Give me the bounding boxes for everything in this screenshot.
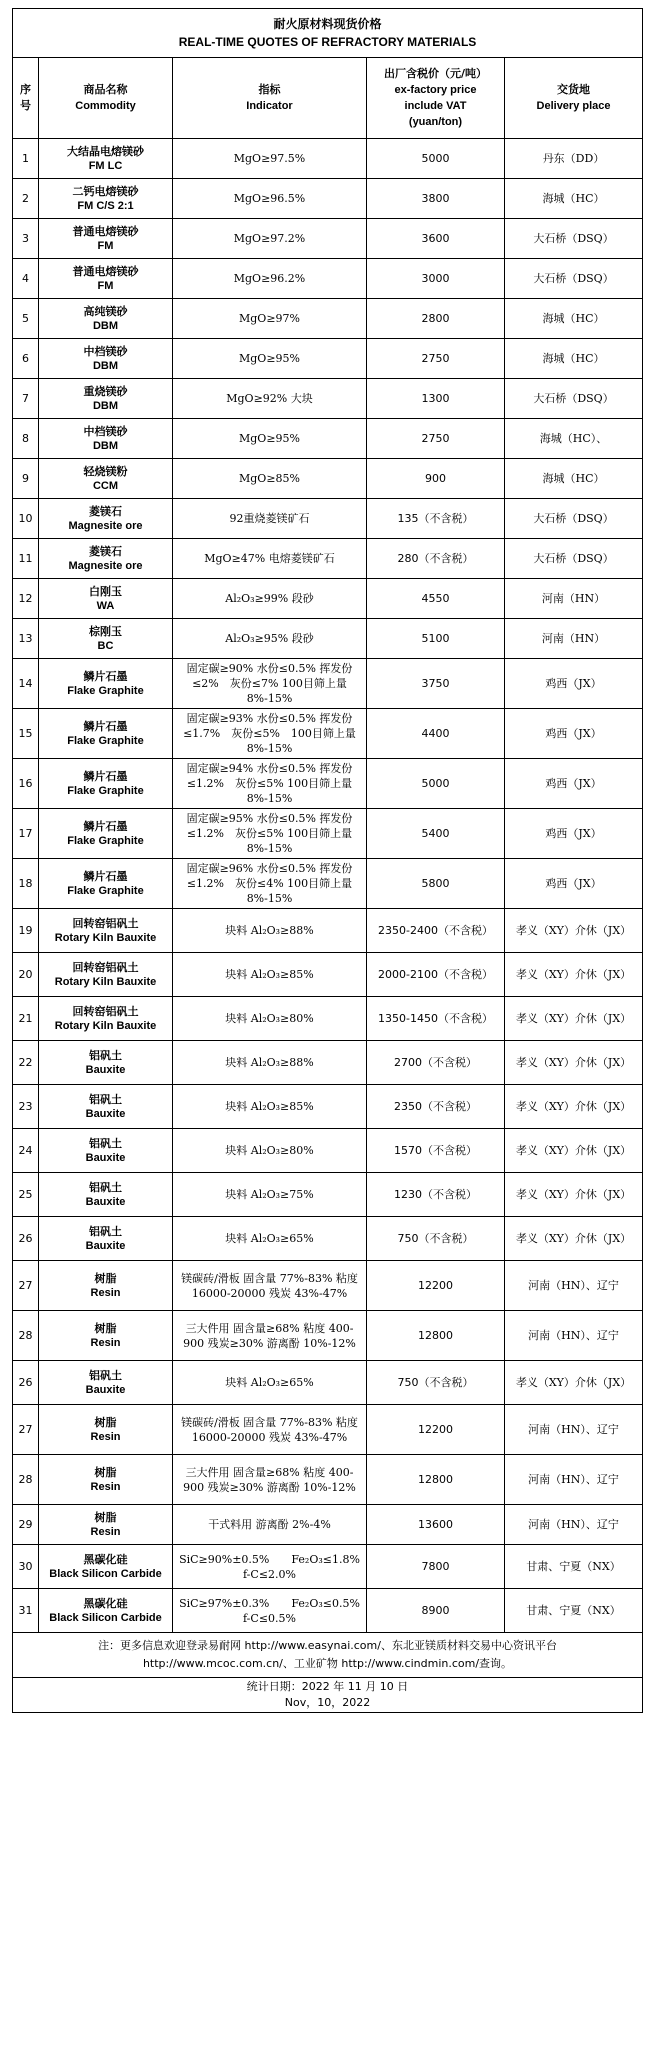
header-indicator: 指标 Indicator (173, 58, 367, 139)
commodity-en: Flake Graphite (67, 884, 144, 897)
commodity-cell (39, 219, 173, 259)
price-cell: 12800 (367, 1311, 505, 1361)
commodity-cn: 铝矾土 (89, 1048, 122, 1062)
table-row (13, 1129, 643, 1173)
commodity-cn: 轻烧镁粉 (83, 464, 128, 478)
commodity-cn: 铝矾土 (89, 1368, 122, 1382)
delivery-place-cell: 河南（HN）、辽宁 (505, 1455, 643, 1505)
delivery-place-cell: 孝义（XY）介休（JX） (505, 1085, 643, 1129)
indicator-cell: 块料 Al₂O₃≥65% (173, 1361, 367, 1405)
table-row (13, 953, 643, 997)
price-cell: 1230（不含税） (367, 1173, 505, 1217)
price-cell: 750（不含税） (367, 1217, 505, 1261)
commodity-en: Bauxite (85, 1151, 126, 1164)
indicator-cell: Al₂O₃≥99% 段砂 (173, 579, 367, 619)
commodity-cn: 普通电熔镁砂 (72, 264, 139, 278)
table-row (13, 1405, 643, 1455)
row-number: 22 (13, 1041, 39, 1085)
indicator-cell: Al₂O₃≥95% 段砂 (173, 619, 367, 659)
commodity-cell (39, 1041, 173, 1085)
title-row (13, 9, 643, 58)
price-cell: 2700（不含税） (367, 1041, 505, 1085)
commodity-cn: 棕刚玉 (89, 624, 122, 638)
price-cell: 12800 (367, 1455, 505, 1505)
row-number: 27 (13, 1261, 39, 1311)
price-cell: 13600 (367, 1505, 505, 1545)
price-cell: 4550 (367, 579, 505, 619)
commodity-cell (39, 909, 173, 953)
indicator-cell: MgO≥85% (173, 459, 367, 499)
price-cell: 5800 (367, 859, 505, 909)
price-cell: 1300 (367, 379, 505, 419)
row-number: 21 (13, 997, 39, 1041)
table-row (13, 1455, 643, 1505)
row-number: 4 (13, 259, 39, 299)
table-row (13, 1217, 643, 1261)
row-number: 29 (13, 1505, 39, 1545)
commodity-cell (39, 759, 173, 809)
table-row (13, 219, 643, 259)
indicator-cell: 块料 Al₂O₃≥75% (173, 1173, 367, 1217)
indicator-cell: 块料 Al₂O₃≥88% (173, 1041, 367, 1085)
table-row (13, 1085, 643, 1129)
delivery-place-cell: 孝义（XY）介休（JX） (505, 953, 643, 997)
price-cell: 4400 (367, 709, 505, 759)
commodity-cn: 鳞片石墨 (83, 769, 128, 783)
commodity-cn: 回转窑铝矾土 (72, 916, 139, 930)
commodity-en: WA (96, 599, 115, 612)
row-number: 26 (13, 1217, 39, 1261)
row-number: 27 (13, 1405, 39, 1455)
commodity-cn: 树脂 (94, 1271, 117, 1285)
price-cell: 2000-2100（不含税） (367, 953, 505, 997)
row-number: 20 (13, 953, 39, 997)
table-row (13, 859, 643, 909)
footer-note: 注：更多信息欢迎登录易耐网 http://www.easynai.com/、东北亚镁质材料交易中心资讯平台 http://www.mcoc.com.cn/、工业矿物 http://www.cindmin.com/查询。 (13, 1633, 643, 1678)
commodity-cn: 回转窑铝矾土 (72, 1004, 139, 1018)
delivery-place-cell: 鸡西（JX） (505, 709, 643, 759)
commodity-cell (39, 1455, 173, 1505)
commodity-cn: 树脂 (94, 1321, 117, 1335)
commodity-cell (39, 619, 173, 659)
indicator-cell: 固定碳≥93% 水份≤0.5% 挥发份≤1.7% 灰份≤5% 100目筛上量 8%-15% (173, 709, 367, 759)
table-row (13, 459, 643, 499)
commodity-cell (39, 499, 173, 539)
indicator-cell: 块料 Al₂O₃≥85% (173, 953, 367, 997)
commodity-en: Bauxite (85, 1107, 126, 1120)
indicator-cell: 三大件用 固含量≥68% 粘度 400-900 残炭≥30% 游离酚 10%-12% (173, 1311, 367, 1361)
commodity-en: Resin (90, 1336, 121, 1349)
row-number: 12 (13, 579, 39, 619)
indicator-cell: 固定碳≥90% 水份≤0.5% 挥发份≤2% 灰份≤7% 100目筛上量 8%-15% (173, 659, 367, 709)
table-row (13, 759, 643, 809)
commodity-cell (39, 1311, 173, 1361)
commodity-cell (39, 709, 173, 759)
row-number: 13 (13, 619, 39, 659)
commodity-cell (39, 259, 173, 299)
commodity-en: Rotary Kiln Bauxite (54, 931, 157, 944)
commodity-cell (39, 179, 173, 219)
delivery-place-cell: 河南（HN） (505, 619, 643, 659)
commodity-cell (39, 1261, 173, 1311)
indicator-cell: 固定碳≥96% 水份≤0.5% 挥发份≤1.2% 灰份≤4% 100目筛上量 8%-15% (173, 859, 367, 909)
row-number: 26 (13, 1361, 39, 1405)
delivery-place-cell: 河南（HN）、辽宁 (505, 1405, 643, 1455)
commodity-cn: 二钙电熔镁砂 (72, 184, 139, 198)
delivery-place-cell: 海城（HC） (505, 299, 643, 339)
commodity-en: Bauxite (85, 1195, 126, 1208)
delivery-place-cell: 海城（HC） (505, 459, 643, 499)
price-cell: 135（不含税） (367, 499, 505, 539)
header-row (13, 58, 643, 139)
row-number: 16 (13, 759, 39, 809)
commodity-en: DBM (92, 319, 119, 332)
delivery-place-cell: 大石桥（DSQ） (505, 539, 643, 579)
price-table (12, 8, 643, 1713)
delivery-place-cell: 孝义（XY）介休（JX） (505, 1041, 643, 1085)
indicator-cell: 固定碳≥95% 水份≤0.5% 挥发份≤1.2% 灰份≤5% 100目筛上量 8%-15% (173, 809, 367, 859)
price-cell: 7800 (367, 1545, 505, 1589)
commodity-cn: 中档镁砂 (83, 424, 128, 438)
commodity-cell (39, 1589, 173, 1633)
table-row (13, 1173, 643, 1217)
row-number: 9 (13, 459, 39, 499)
delivery-place-cell: 鸡西（JX） (505, 659, 643, 709)
commodity-en: Flake Graphite (67, 784, 144, 797)
commodity-cell (39, 1405, 173, 1455)
price-cell: 12200 (367, 1261, 505, 1311)
table-row (13, 1505, 643, 1545)
row-number: 28 (13, 1455, 39, 1505)
delivery-place-cell: 鸡西（JX） (505, 809, 643, 859)
commodity-en: Magnesite ore (68, 519, 143, 532)
header-no: 序号 (13, 58, 39, 139)
indicator-cell: MgO≥97% (173, 299, 367, 339)
delivery-place-cell: 丹东（DD） (505, 139, 643, 179)
indicator-cell: MgO≥47% 电熔菱镁矿石 (173, 539, 367, 579)
commodity-cn: 回转窑铝矾土 (72, 960, 139, 974)
price-cell: 5400 (367, 809, 505, 859)
commodity-en: FM C/S 2:1 (77, 199, 134, 212)
commodity-en: Flake Graphite (67, 834, 144, 847)
delivery-place-cell: 大石桥（DSQ） (505, 259, 643, 299)
header-place: 交货地 Delivery place (505, 58, 643, 139)
delivery-place-cell: 孝义（XY）介休（JX） (505, 1217, 643, 1261)
header-commodity: 商品名称 Commodity (39, 58, 173, 139)
delivery-place-cell: 甘肃、宁夏（NX） (505, 1545, 643, 1589)
indicator-cell: MgO≥97.5% (173, 139, 367, 179)
commodity-cn: 黑碳化硅 (83, 1596, 128, 1610)
commodity-cn: 铝矾土 (89, 1092, 122, 1106)
price-cell: 8900 (367, 1589, 505, 1633)
price-cell: 1350-1450（不含税） (367, 997, 505, 1041)
commodity-en: FM LC (88, 159, 123, 172)
table-row (13, 1545, 643, 1589)
table-row (13, 179, 643, 219)
price-cell: 2350-2400（不含税） (367, 909, 505, 953)
commodity-cn: 普通电熔镁砂 (72, 224, 139, 238)
price-cell: 750（不含税） (367, 1361, 505, 1405)
commodity-en: Black Silicon Carbide (49, 1611, 162, 1624)
commodity-en: Rotary Kiln Bauxite (54, 1019, 157, 1032)
commodity-cn: 菱镁石 (89, 544, 122, 558)
indicator-cell: 块料 Al₂O₃≥80% (173, 997, 367, 1041)
table-row (13, 1361, 643, 1405)
commodity-en: DBM (92, 439, 119, 452)
delivery-place-cell: 孝义（XY）介休（JX） (505, 909, 643, 953)
row-number: 10 (13, 499, 39, 539)
indicator-cell: 干式料用 游离酚 2%-4% (173, 1505, 367, 1545)
commodity-en: FM (97, 279, 114, 292)
commodity-cell (39, 997, 173, 1041)
commodity-cell (39, 809, 173, 859)
commodity-en: Bauxite (85, 1063, 126, 1076)
delivery-place-cell: 孝义（XY）介休（JX） (505, 997, 643, 1041)
commodity-en: Resin (90, 1480, 121, 1493)
commodity-cell (39, 859, 173, 909)
commodity-en: FM (97, 239, 114, 252)
title-cn: 耐火原材料现货价格 (273, 17, 382, 31)
indicator-cell: MgO≥97.2% (173, 219, 367, 259)
indicator-cell: 92重烧菱镁矿石 (173, 499, 367, 539)
price-cell: 12200 (367, 1405, 505, 1455)
table-row (13, 339, 643, 379)
indicator-cell: MgO≥95% (173, 419, 367, 459)
row-number: 2 (13, 179, 39, 219)
commodity-cn: 菱镁石 (89, 504, 122, 518)
commodity-cell (39, 299, 173, 339)
commodity-en: DBM (92, 399, 119, 412)
price-cell: 2750 (367, 339, 505, 379)
commodity-cn: 树脂 (94, 1415, 117, 1429)
table-row (13, 1261, 643, 1311)
commodity-en: Rotary Kiln Bauxite (54, 975, 157, 988)
commodity-cell (39, 579, 173, 619)
row-number: 14 (13, 659, 39, 709)
page-title (13, 9, 643, 58)
row-number: 25 (13, 1173, 39, 1217)
table-row (13, 139, 643, 179)
price-cell: 5000 (367, 759, 505, 809)
header-price: 出厂含税价（元/吨） ex-factory price include VAT (yuan/ton) (367, 58, 505, 139)
indicator-cell: SiC≥90%±0.5% Fe₂O₃≤1.8% f-C≤2.0% (173, 1545, 367, 1589)
indicator-cell: MgO≥96.5% (173, 179, 367, 219)
commodity-en: Bauxite (85, 1239, 126, 1252)
commodity-cell (39, 459, 173, 499)
indicator-cell: SiC≥97%±0.3% Fe₂O₃≤0.5% f-C≤0.5% (173, 1589, 367, 1633)
commodity-cn: 鳞片石墨 (83, 719, 128, 733)
table-row (13, 709, 643, 759)
delivery-place-cell: 大石桥（DSQ） (505, 499, 643, 539)
commodity-cell (39, 659, 173, 709)
indicator-cell: MgO≥96.2% (173, 259, 367, 299)
row-number: 23 (13, 1085, 39, 1129)
price-cell: 280（不含税） (367, 539, 505, 579)
commodity-en: Resin (90, 1525, 121, 1538)
commodity-cell (39, 1505, 173, 1545)
commodity-en: Black Silicon Carbide (49, 1567, 162, 1580)
delivery-place-cell: 海城（HC） (505, 179, 643, 219)
commodity-cell (39, 1129, 173, 1173)
price-cell: 3000 (367, 259, 505, 299)
table-row (13, 619, 643, 659)
table-row (13, 299, 643, 339)
commodity-en: BC (97, 639, 114, 652)
commodity-en: DBM (92, 359, 119, 372)
delivery-place-cell: 大石桥（DSQ） (505, 219, 643, 259)
commodity-cell (39, 419, 173, 459)
commodity-en: CCM (92, 479, 119, 492)
row-number: 17 (13, 809, 39, 859)
commodity-cell (39, 1361, 173, 1405)
delivery-place-cell: 孝义（XY）介休（JX） (505, 1173, 643, 1217)
row-number: 11 (13, 539, 39, 579)
commodity-en: Flake Graphite (67, 734, 144, 747)
row-number: 5 (13, 299, 39, 339)
table-row (13, 997, 643, 1041)
delivery-place-cell: 甘肃、宁夏（NX） (505, 1589, 643, 1633)
indicator-cell: 块料 Al₂O₃≥80% (173, 1129, 367, 1173)
table-row (13, 579, 643, 619)
delivery-place-cell: 海城（HC） (505, 339, 643, 379)
table-row (13, 659, 643, 709)
commodity-cell (39, 1085, 173, 1129)
row-number: 24 (13, 1129, 39, 1173)
commodity-cn: 树脂 (94, 1510, 117, 1524)
indicator-cell: 镁碳砖/滑板 固含量 77%-83% 粘度 16000-20000 残炭 43%-47% (173, 1405, 367, 1455)
price-cell: 1570（不含税） (367, 1129, 505, 1173)
table-row (13, 809, 643, 859)
title-en: REAL-TIME QUOTES OF REFRACTORY MATERIALS (178, 35, 477, 49)
indicator-cell: 镁碳砖/滑板 固含量 77%-83% 粘度 16000-20000 残炭 43%-47% (173, 1261, 367, 1311)
table-row (13, 499, 643, 539)
commodity-en: Flake Graphite (67, 684, 144, 697)
indicator-cell: 块料 Al₂O₃≥65% (173, 1217, 367, 1261)
delivery-place-cell: 鸡西（JX） (505, 759, 643, 809)
row-number: 3 (13, 219, 39, 259)
price-cell: 3600 (367, 219, 505, 259)
delivery-place-cell: 大石桥（DSQ） (505, 379, 643, 419)
row-number: 18 (13, 859, 39, 909)
delivery-place-cell: 海城（HC）、 (505, 419, 643, 459)
row-number: 1 (13, 139, 39, 179)
commodity-cn: 铝矾土 (89, 1136, 122, 1150)
delivery-place-cell: 河南（HN）、辽宁 (505, 1505, 643, 1545)
row-number: 15 (13, 709, 39, 759)
price-sheet (12, 8, 642, 1713)
price-cell: 2350（不含税） (367, 1085, 505, 1129)
delivery-place-cell: 孝义（XY）介休（JX） (505, 1129, 643, 1173)
row-number: 28 (13, 1311, 39, 1361)
footer-date-row (13, 1678, 643, 1713)
commodity-cn: 鳞片石墨 (83, 819, 128, 833)
commodity-en: Bauxite (85, 1383, 126, 1396)
delivery-place-cell: 河南（HN） (505, 579, 643, 619)
commodity-cell (39, 1217, 173, 1261)
commodity-cell (39, 379, 173, 419)
delivery-place-cell: 孝义（XY）介休（JX） (505, 1361, 643, 1405)
commodity-cn: 白刚玉 (89, 584, 122, 598)
indicator-cell: 块料 Al₂O₃≥85% (173, 1085, 367, 1129)
table-row (13, 419, 643, 459)
price-cell: 900 (367, 459, 505, 499)
commodity-en: Resin (90, 1286, 121, 1299)
price-cell: 3750 (367, 659, 505, 709)
commodity-en: Magnesite ore (68, 559, 143, 572)
commodity-cn: 鳞片石墨 (83, 869, 128, 883)
indicator-cell: 块料 Al₂O₃≥88% (173, 909, 367, 953)
indicator-cell: MgO≥92% 大块 (173, 379, 367, 419)
commodity-cn: 黑碳化硅 (83, 1552, 128, 1566)
footer-date: 统计日期：2022 年 11 月 10 日 Nov，10，2022 (13, 1678, 643, 1713)
commodity-cn: 中档镁砂 (83, 344, 128, 358)
commodity-cell (39, 953, 173, 997)
price-cell: 5000 (367, 139, 505, 179)
indicator-cell: MgO≥95% (173, 339, 367, 379)
table-row (13, 1041, 643, 1085)
commodity-en: Resin (90, 1430, 121, 1443)
price-cell: 2800 (367, 299, 505, 339)
commodity-cn: 鳞片石墨 (83, 669, 128, 683)
commodity-cn: 高纯镁砂 (83, 304, 128, 318)
indicator-cell: 三大件用 固含量≥68% 粘度 400-900 残炭≥30% 游离酚 10%-12% (173, 1455, 367, 1505)
row-number: 8 (13, 419, 39, 459)
commodity-cell (39, 1545, 173, 1589)
commodity-cn: 大结晶电熔镁砂 (67, 144, 144, 158)
row-number: 19 (13, 909, 39, 953)
commodity-cn: 重烧镁砂 (83, 384, 128, 398)
delivery-place-cell: 鸡西（JX） (505, 859, 643, 909)
commodity-cell (39, 539, 173, 579)
commodity-cell (39, 139, 173, 179)
delivery-place-cell: 河南（HN）、辽宁 (505, 1261, 643, 1311)
delivery-place-cell: 河南（HN）、辽宁 (505, 1311, 643, 1361)
row-number: 30 (13, 1545, 39, 1589)
commodity-cn: 树脂 (94, 1465, 117, 1479)
commodity-cn: 铝矾土 (89, 1180, 122, 1194)
table-row (13, 909, 643, 953)
row-number: 6 (13, 339, 39, 379)
commodity-cn: 铝矾土 (89, 1224, 122, 1238)
price-cell: 5100 (367, 619, 505, 659)
indicator-cell: 固定碳≥94% 水份≤0.5% 挥发份≤1.2% 灰份≤5% 100目筛上量 8%-15% (173, 759, 367, 809)
commodity-cell (39, 1173, 173, 1217)
table-row (13, 1589, 643, 1633)
table-row (13, 379, 643, 419)
row-number: 7 (13, 379, 39, 419)
price-cell: 3800 (367, 179, 505, 219)
footer-note-row (13, 1633, 643, 1678)
table-row (13, 539, 643, 579)
price-cell: 2750 (367, 419, 505, 459)
commodity-cell (39, 339, 173, 379)
table-row (13, 259, 643, 299)
row-number: 31 (13, 1589, 39, 1633)
table-row (13, 1311, 643, 1361)
